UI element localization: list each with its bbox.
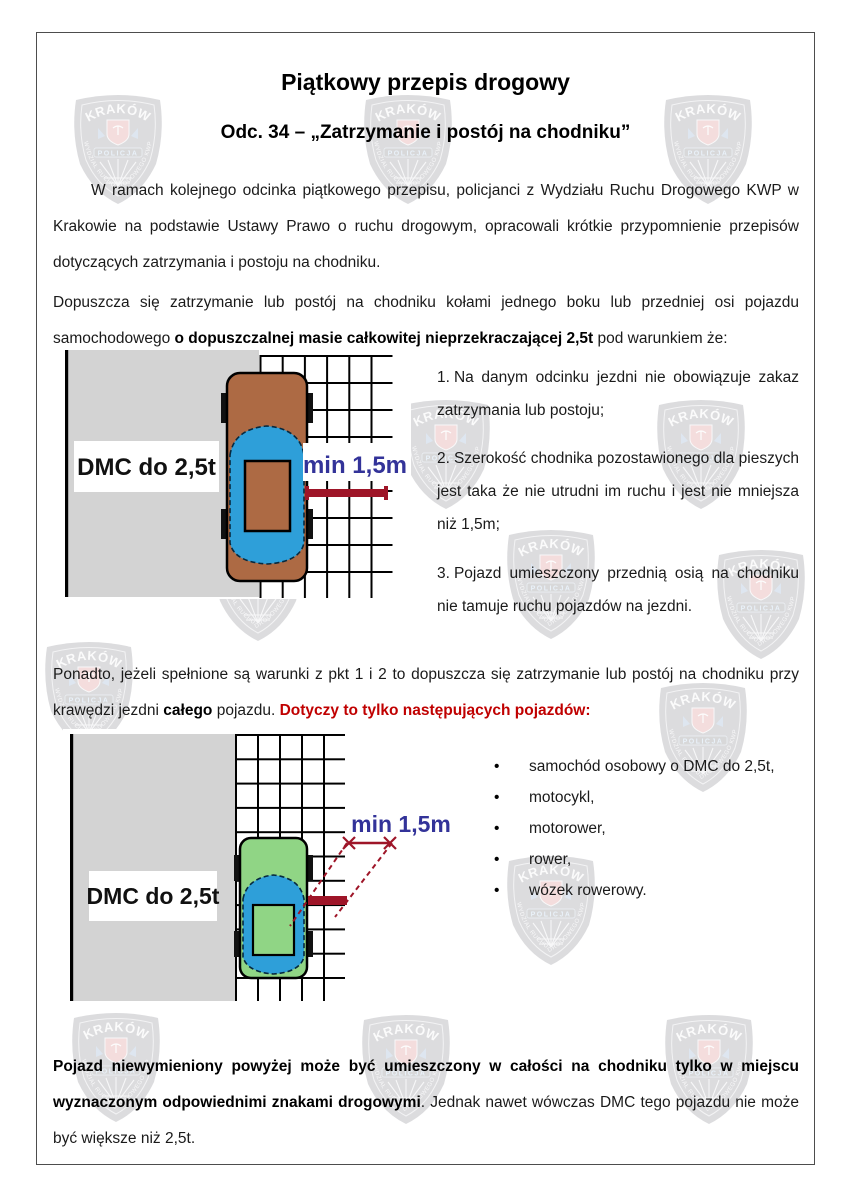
additional-text-bold: całego	[163, 701, 213, 719]
additional-paragraph	[53, 657, 799, 729]
additional-text-pre: Ponadto, jeżeli spełnione są warunki z pkt 1 i 2 to dopuszcza się zatrzymanie lub postój na chodniku przy krawędzi jezdni	[53, 665, 799, 719]
vehicle-text: wózek rowerowy.	[529, 882, 647, 899]
vehicle-item	[492, 782, 804, 813]
closing-text-rest: . Jednak nawet wówczas DMC tego pojazdu nie może być większe niż 2,5t.	[53, 1093, 800, 1147]
condition-item	[437, 361, 799, 427]
condition-text: Pojazd umieszczony przednią osią na chodniku nie tamuje ruchu pojazdów na jezdni.	[437, 564, 799, 615]
condition-number: 3.	[437, 564, 450, 582]
vehicle-text: motorower,	[529, 820, 606, 837]
road-area	[71, 734, 235, 1001]
additional-text-mid: pojazdu.	[212, 701, 280, 719]
vehicle-item	[492, 875, 804, 906]
rule-text-bold: o dopuszczalnej masie całkowitej nieprzekraczającej 2,5t	[174, 329, 594, 347]
vehicle-text: rower,	[529, 851, 572, 868]
condition-item	[437, 442, 799, 541]
dmc-label: DMC do 2,5t	[86, 883, 220, 909]
intro-text: W ramach kolejnego odcinka piątkowego przepisu, policjanci z Wydziału Ruchu Drogowego KWP w Krakowie na podstawie Ustawy Prawo o ruchu drogowym, opracowali krótkie przypomnienie przepisów dotyczących zatrzymania i postoju na chodniku.	[53, 181, 799, 271]
vehicle-text: motocykl,	[529, 789, 595, 806]
car-top-view	[221, 373, 313, 581]
rule-text-post: pod warunkiem że:	[593, 329, 728, 347]
measure-label: min 1,5m	[302, 452, 408, 479]
condition-text: Szerokość chodnika pozostawionego dla pieszych jest taka że nie utrudni im ruchu i jest nie mniejsza niż 1,5m;	[437, 450, 799, 533]
measure-bar	[308, 896, 347, 905]
document-page	[36, 32, 815, 1165]
road-edge-line	[70, 734, 73, 1001]
intro-paragraph	[53, 173, 799, 281]
measure-label: min 1,5m	[351, 811, 451, 837]
vehicles-list	[492, 751, 804, 906]
dmc-label: DMC do 2,5t	[77, 454, 216, 481]
vehicle-item	[492, 844, 804, 875]
additional-text-red: Dotyczy to tylko następujących pojazdów:	[279, 701, 591, 719]
vehicle-item	[492, 813, 804, 844]
page-title: Piątkowy przepis drogowy	[281, 69, 570, 95]
conditions-list	[437, 345, 799, 636]
figure-partial-parking-diagram	[61, 347, 411, 599]
closing-paragraph	[53, 1049, 799, 1157]
condition-number: 1.	[437, 368, 450, 386]
condition-number: 2.	[437, 450, 450, 467]
vehicle-text: samochód osobowy o DMC do 2,5t,	[529, 758, 775, 775]
vehicle-item	[492, 751, 804, 782]
closing-text-bold: Pojazd niewymieniony powyżej może być umieszczony w całości na chodniku tylko w miejscu wyznaczonym odpowiednimi znakami drogowymi	[53, 1057, 799, 1111]
car-top-view	[234, 838, 313, 978]
condition-text: Na danym odcinku jezdni nie obowiązuje zakaz zatrzymania lub postoju;	[437, 368, 799, 419]
document-content	[37, 33, 814, 1164]
road-edge-line	[65, 350, 68, 597]
figure-full-parking-diagram	[63, 729, 461, 1011]
page-subtitle: Odc. 34 – „Zatrzymanie i postój na chodniku”	[220, 122, 631, 143]
condition-item	[437, 557, 799, 623]
rule-text-pre: Dopuszcza się zatrzymanie lub postój na chodniku kołami jednego boku lub przedniej osi pojazdu samochodowego	[53, 293, 799, 347]
